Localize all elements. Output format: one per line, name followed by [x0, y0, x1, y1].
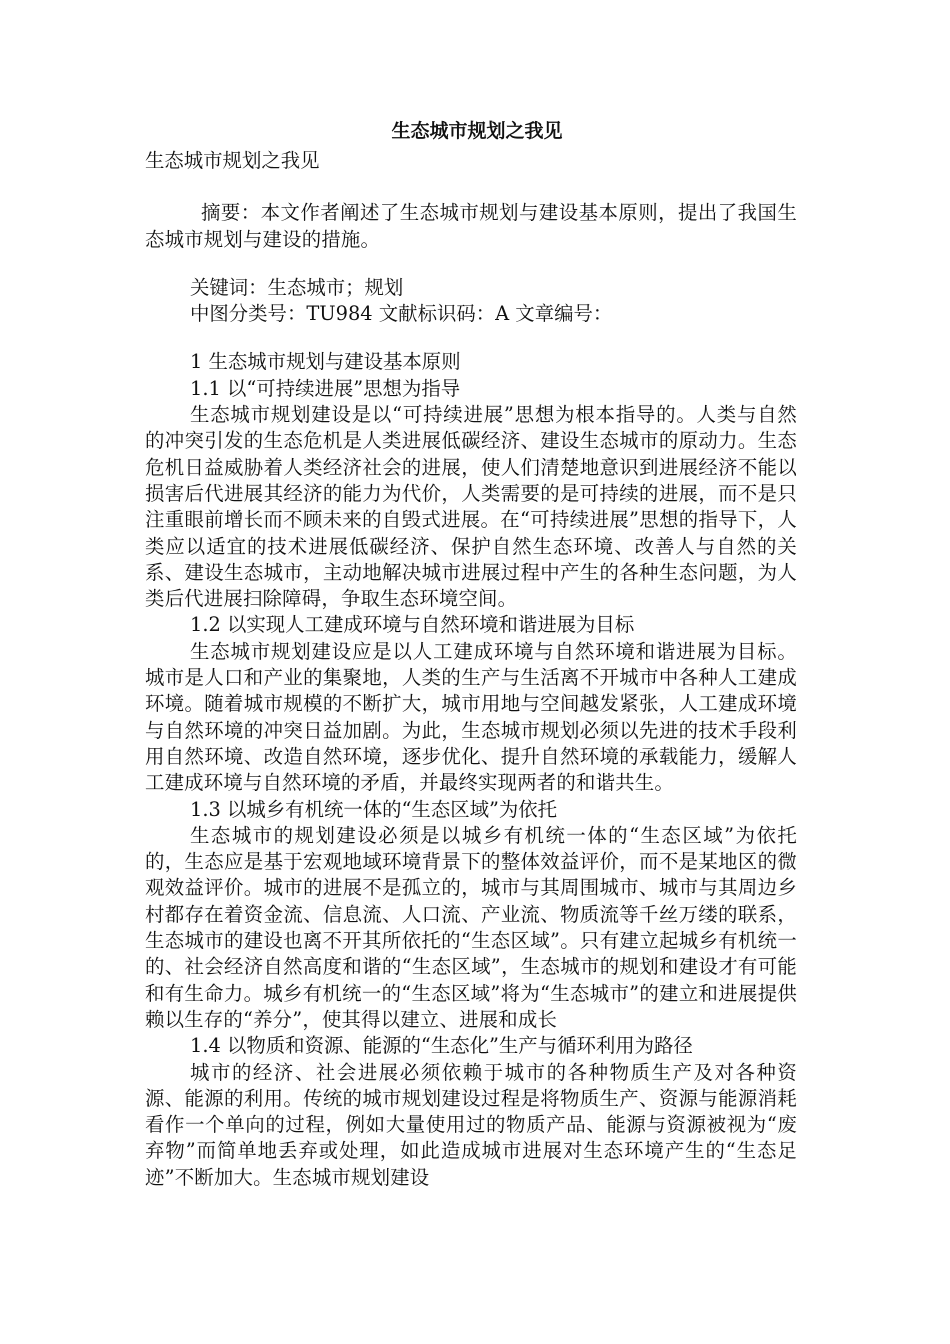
- section-heading-1: 1 生态城市规划与建设基本原则: [190, 350, 461, 374]
- subsection-heading-1-2: 1.2 以实现人工建成环境与自然环境和谐进展为目标: [190, 613, 635, 637]
- body-paragraph-1-1: 生态城市规划建设是以“可持续进展”思想为根本指导的。人类与自然的冲突引发的生态危机是人类进展低碳经济、建设生态城市的原动力。生态危机日益威胁着人类经济社会的进展，使人们清楚地意识到进展经济不能以损害后代进展其经济的能力为代价，人类需要的是可持续的进展，而不是只注重眼前增长而不顾未来的自毁式进展。在“可持续进展”思想的指导下，人类应以适宜的技术进展低碳经济、保护自然生态环境、改善人与自然的关系、建设生态城市，主动地解决城市进展过程中产生的各种生态问题，为人类后代进展扫除障碍，争取生态环境空间。: [145, 403, 797, 611]
- subsection-heading-1-1: 1.1 以“可持续进展”思想为指导: [190, 376, 461, 400]
- document-page: [145, 118, 797, 1191]
- classification-line: 中图分类号：TU984 文献标识码：A 文章编号：: [190, 302, 613, 326]
- abstract-paragraph: 摘要：本文作者阐述了生态城市规划与建设基本原则，提出了我国生态城市规划与建设的措施。: [145, 201, 797, 251]
- body-paragraph-1-2: 生态城市规划建设应是以人工建成环境与自然环境和谐进展为目标。城市是人口和产业的集聚地，人类的生产与生活离不开城市中各种人工建成环境。随着城市规模的不断扩大，城市用地与空间越发紧张，人工建成环境与自然环境的冲突日益加剧。为此，生态城市规划必须以先进的技术手段利用自然环境、改造自然环境，逐步优化、提升自然环境的承载能力，缓解人工建成环境与自然环境的矛盾，并最终实现两者的和谐共生。: [145, 639, 797, 795]
- document-title: 生态城市规划之我见: [391, 120, 563, 142]
- spacer: [145, 327, 797, 349]
- body-paragraph-1-4: 城市的经济、社会进展必须依赖于城市的各种物质生产及对各种资源、能源的利用。传统的城市规划建设过程是将物质生产、资源与能源消耗看作一个单向的过程，例如大量使用过的物质产品、能源与资源被视为“废弃物”而简单地丢弃或处理，如此造成城市进展对生态环境产生的“生态足迹”不断加大。生态城市规划建设: [145, 1060, 797, 1189]
- subsection-heading-1-3: 1.3 以城乡有机统一体的“生态区域”为依托: [190, 797, 558, 821]
- body-paragraph-1-3: 生态城市的规划建设必须是以城乡有机统一体的“生态区域”为依托的，生态应是基于宏观地域环境背景下的整体效益评价，而不是某地区的微观效益评价。城市的进展不是孤立的，城市与其周围城市、城市与其周边乡村都存在着资金流、信息流、人口流、产业流、物质流等千丝万缕的联系，生态城市的建设也离不开其所依托的“生态区域”。只有建立起城乡有机统一的、社会经济自然高度和谐的“生态区域”，生态城市的规划和建设才有可能和有生命力。城乡有机统一的“生态区域”将为“生态城市”的建立和进展提供赖以生存的“养分”，使其得以建立、进展和成长: [145, 823, 797, 1031]
- spacer: [145, 174, 797, 200]
- keywords-line: 关键词：生态城市；规划: [190, 275, 404, 299]
- subsection-heading-1-4: 1.4 以物质和资源、能源的“生态化”生产与循环利用为路径: [190, 1034, 693, 1058]
- document-subtitle: 生态城市规划之我见: [145, 149, 320, 172]
- spacer: [145, 253, 797, 275]
